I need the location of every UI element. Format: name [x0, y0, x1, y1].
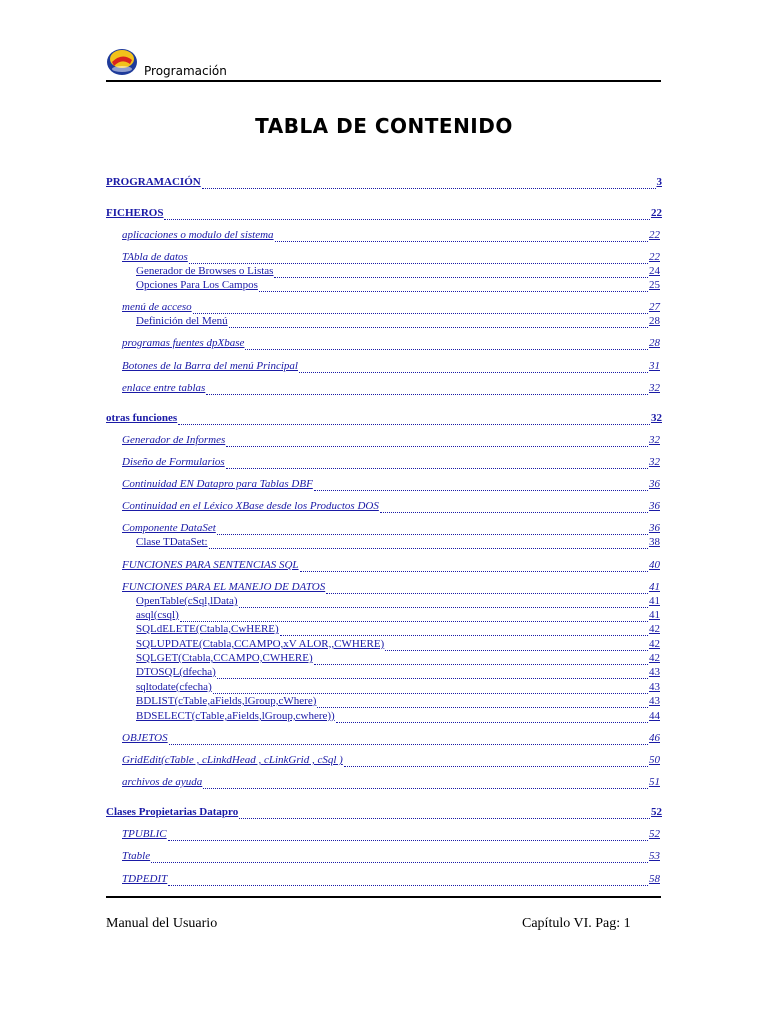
toc-entry[interactable] [136, 622, 660, 636]
toc-leader-dots [317, 697, 648, 708]
toc-leader-dots [239, 597, 648, 608]
toc-entry[interactable] [136, 651, 660, 665]
toc-entry[interactable] [106, 175, 662, 189]
toc-entry-title: programas fuentes dpXbase [122, 337, 245, 349]
toc-entry-title: FUNCIONES PARA SENTENCIAS SQL [122, 559, 299, 571]
toc-leader-dots [385, 640, 648, 651]
toc-entry-page: 22 [649, 229, 660, 241]
toc-entry-page: 28 [649, 315, 660, 327]
toc-entry-page: 32 [649, 434, 660, 446]
toc-entry[interactable] [122, 433, 660, 447]
toc-entry-page: 58 [649, 873, 660, 885]
toc-entry-page: 31 [649, 360, 660, 372]
toc-entry[interactable] [106, 411, 662, 425]
toc-entry-title: BDLIST(cTable,aFields,lGroup,cWhere) [136, 695, 317, 707]
toc-entry-page: 36 [649, 522, 660, 534]
toc-entry-page: 32 [649, 456, 660, 468]
page-title: TABLA DE CONTENIDO [255, 114, 513, 138]
toc-entry-title: menú de acceso [122, 301, 192, 313]
toc-entry[interactable] [122, 521, 660, 535]
toc-entry-page: 43 [649, 666, 660, 678]
toc-entry-title: otras funciones [106, 412, 178, 424]
toc-entry-page: 52 [649, 828, 660, 840]
toc-entry-page: 38 [649, 536, 660, 548]
toc-entry[interactable] [122, 849, 660, 863]
toc-entry[interactable] [122, 228, 660, 242]
toc-entry-page: 40 [649, 559, 660, 571]
toc-entry-page: 32 [651, 412, 662, 424]
toc-entry[interactable] [106, 805, 662, 819]
toc-entry-page: 36 [649, 478, 660, 490]
toc-entry-page: 25 [649, 279, 660, 291]
toc-leader-dots [275, 231, 648, 242]
toc-entry[interactable] [122, 250, 660, 264]
toc-leader-dots [226, 458, 648, 469]
toc-entry-title: OBJETOS [122, 732, 168, 744]
toc-entry-title: sqltodate(cfecha) [136, 681, 212, 693]
toc-entry-page: 22 [651, 207, 662, 219]
toc-entry-title: enlace entre tablas [122, 382, 206, 394]
toc-leader-dots [259, 281, 648, 292]
footer-left-text: Manual del Usuario [106, 916, 218, 931]
toc-leader-dots [300, 561, 648, 572]
toc-entry-title: PROGRAMACIÓN [106, 176, 201, 188]
toc-leader-dots [203, 778, 648, 789]
toc-entry-title: TDPEDIT [122, 873, 168, 885]
toc-entry-title: Clases Propietarias Datapro [106, 806, 239, 818]
toc-leader-dots [280, 625, 648, 636]
toc-entry-title: Clase TDataSet: [136, 536, 208, 548]
toc-entry[interactable] [136, 694, 660, 708]
toc-leader-dots [344, 756, 648, 767]
toc-entry-title: SQLUPDATE(Ctabla,CCAMPO,xV ALOR,,CWHERE) [136, 638, 385, 650]
toc-leader-dots [229, 317, 648, 328]
toc-entry-title: Definición del Menú [136, 315, 228, 327]
toc-entry-page: 41 [649, 581, 660, 593]
toc-entry[interactable] [122, 558, 660, 572]
toc-entry-page: 41 [649, 609, 660, 621]
toc-entry[interactable] [122, 580, 660, 594]
toc-entry-page: 36 [649, 500, 660, 512]
toc-entry-page: 3 [656, 176, 662, 188]
toc-leader-dots [314, 654, 648, 665]
toc-entry-title: TAbla de datos [122, 251, 188, 263]
footer-right-text: Capítulo VI. Pag: 1 [522, 916, 631, 931]
toc-entry[interactable] [122, 775, 660, 789]
toc-leader-dots [168, 875, 648, 886]
toc-entry[interactable] [136, 665, 660, 679]
toc-leader-dots [169, 734, 648, 745]
toc-entry-title: Continuidad en el Léxico XBase desde los Productos DOS [122, 500, 379, 512]
toc-entry-page: 50 [649, 754, 660, 766]
toc-entry[interactable] [136, 680, 660, 694]
toc-entry[interactable] [136, 535, 660, 549]
toc-entry-title: Generador de Informes [122, 434, 226, 446]
toc-entry[interactable] [136, 264, 660, 278]
toc-entry-title: OpenTable(cSql,lData) [136, 595, 238, 607]
toc-entry[interactable] [122, 827, 660, 841]
toc-entry[interactable] [136, 594, 660, 608]
toc-entry[interactable] [122, 300, 660, 314]
toc-entry[interactable] [122, 477, 660, 491]
toc-entry-title: Continuidad EN Datapro para Tablas DBF [122, 478, 313, 490]
toc-entry[interactable] [122, 872, 660, 886]
toc-leader-dots [202, 178, 656, 189]
toc-entry-page: 41 [649, 595, 660, 607]
toc-entry-page: 42 [649, 638, 660, 650]
toc-entry-title: Ttable [122, 850, 151, 862]
toc-leader-dots [151, 852, 648, 863]
toc-entry-title: GridEdit(cTable , cLinkdHead , cLinkGrid , cSql ) [122, 754, 343, 766]
toc-entry-title: Opciones Para Los Campos [136, 279, 258, 291]
toc-entry[interactable] [136, 314, 660, 328]
toc-leader-dots [314, 480, 648, 491]
toc-entry[interactable] [136, 637, 660, 651]
toc-entry-title: FUNCIONES PARA EL MANEJO DE DATOS [122, 581, 326, 593]
toc-leader-dots [226, 436, 648, 447]
toc-entry[interactable] [122, 336, 660, 350]
toc-entry[interactable] [136, 278, 660, 292]
toc-entry-title: SQLdELETE(Ctabla,CwHERE) [136, 623, 279, 635]
toc-entry[interactable] [136, 608, 660, 622]
toc-leader-dots [193, 303, 648, 314]
toc-entry-page: 32 [649, 382, 660, 394]
toc-leader-dots [245, 339, 648, 350]
toc-leader-dots [326, 583, 648, 594]
toc-entry-page: 28 [649, 337, 660, 349]
toc-entry-title: FICHEROS [106, 207, 164, 219]
toc-entry-title: Generador de Browses o Listas [136, 265, 274, 277]
toc-entry-page: 24 [649, 265, 660, 277]
toc-leader-dots [164, 209, 650, 220]
toc-entry-page: 43 [649, 681, 660, 693]
toc-entry-title: archivos de ayuda [122, 776, 203, 788]
toc-entry-title: Diseño de Formularios [122, 456, 225, 468]
toc-entry-page: 42 [649, 652, 660, 664]
toc-leader-dots [274, 267, 648, 278]
toc-entry-title: TPUBLIC [122, 828, 167, 840]
toc-entry[interactable] [136, 709, 660, 723]
toc-entry-title: Botones de la Barra del menú Principal [122, 360, 298, 372]
toc-leader-dots [217, 524, 648, 535]
toc-leader-dots [180, 611, 648, 622]
toc-leader-dots [380, 502, 648, 513]
header-title: Programación [144, 64, 227, 78]
toc-entry-page: 46 [649, 732, 660, 744]
toc-leader-dots [299, 362, 648, 373]
toc-entry-title: BDSELECT(cTable,aFields,lGroup,cwhere)) [136, 710, 335, 722]
toc-leader-dots [239, 808, 650, 819]
toc-entry-title: Componente DataSet [122, 522, 216, 534]
toc-entry-page: 22 [649, 251, 660, 263]
toc-leader-dots [217, 668, 648, 679]
toc-leader-dots [213, 683, 648, 694]
toc-entry-page: 43 [649, 695, 660, 707]
toc-entry-title: aplicaciones o modulo del sistema [122, 229, 274, 241]
toc-entry-title: DTOSQL(dfecha) [136, 666, 216, 678]
toc-leader-dots [209, 538, 648, 549]
toc-leader-dots [178, 414, 650, 425]
toc-entry[interactable] [106, 206, 662, 220]
toc-entry-page: 51 [649, 776, 660, 788]
toc-entry[interactable] [122, 731, 660, 745]
toc-leader-dots [168, 830, 648, 841]
toc-entry[interactable] [122, 499, 660, 513]
toc-entry[interactable] [122, 359, 660, 373]
toc-entry[interactable] [122, 753, 660, 767]
toc-entry[interactable] [122, 381, 660, 395]
toc-entry-page: 27 [649, 301, 660, 313]
toc-leader-dots [206, 384, 648, 395]
toc-entry-page: 44 [649, 710, 660, 722]
toc-entry-page: 52 [651, 806, 662, 818]
footer-divider [106, 896, 661, 898]
toc-entry-page: 42 [649, 623, 660, 635]
toc-entry[interactable] [122, 455, 660, 469]
toc-entry-title: SQLGET(Ctabla,CCAMPO,CWHERE) [136, 652, 313, 664]
toc-leader-dots [336, 712, 648, 723]
toc-entry-page: 53 [649, 850, 660, 862]
toc-entry-title: asql(csql) [136, 609, 179, 621]
toc-leader-dots [189, 253, 648, 264]
